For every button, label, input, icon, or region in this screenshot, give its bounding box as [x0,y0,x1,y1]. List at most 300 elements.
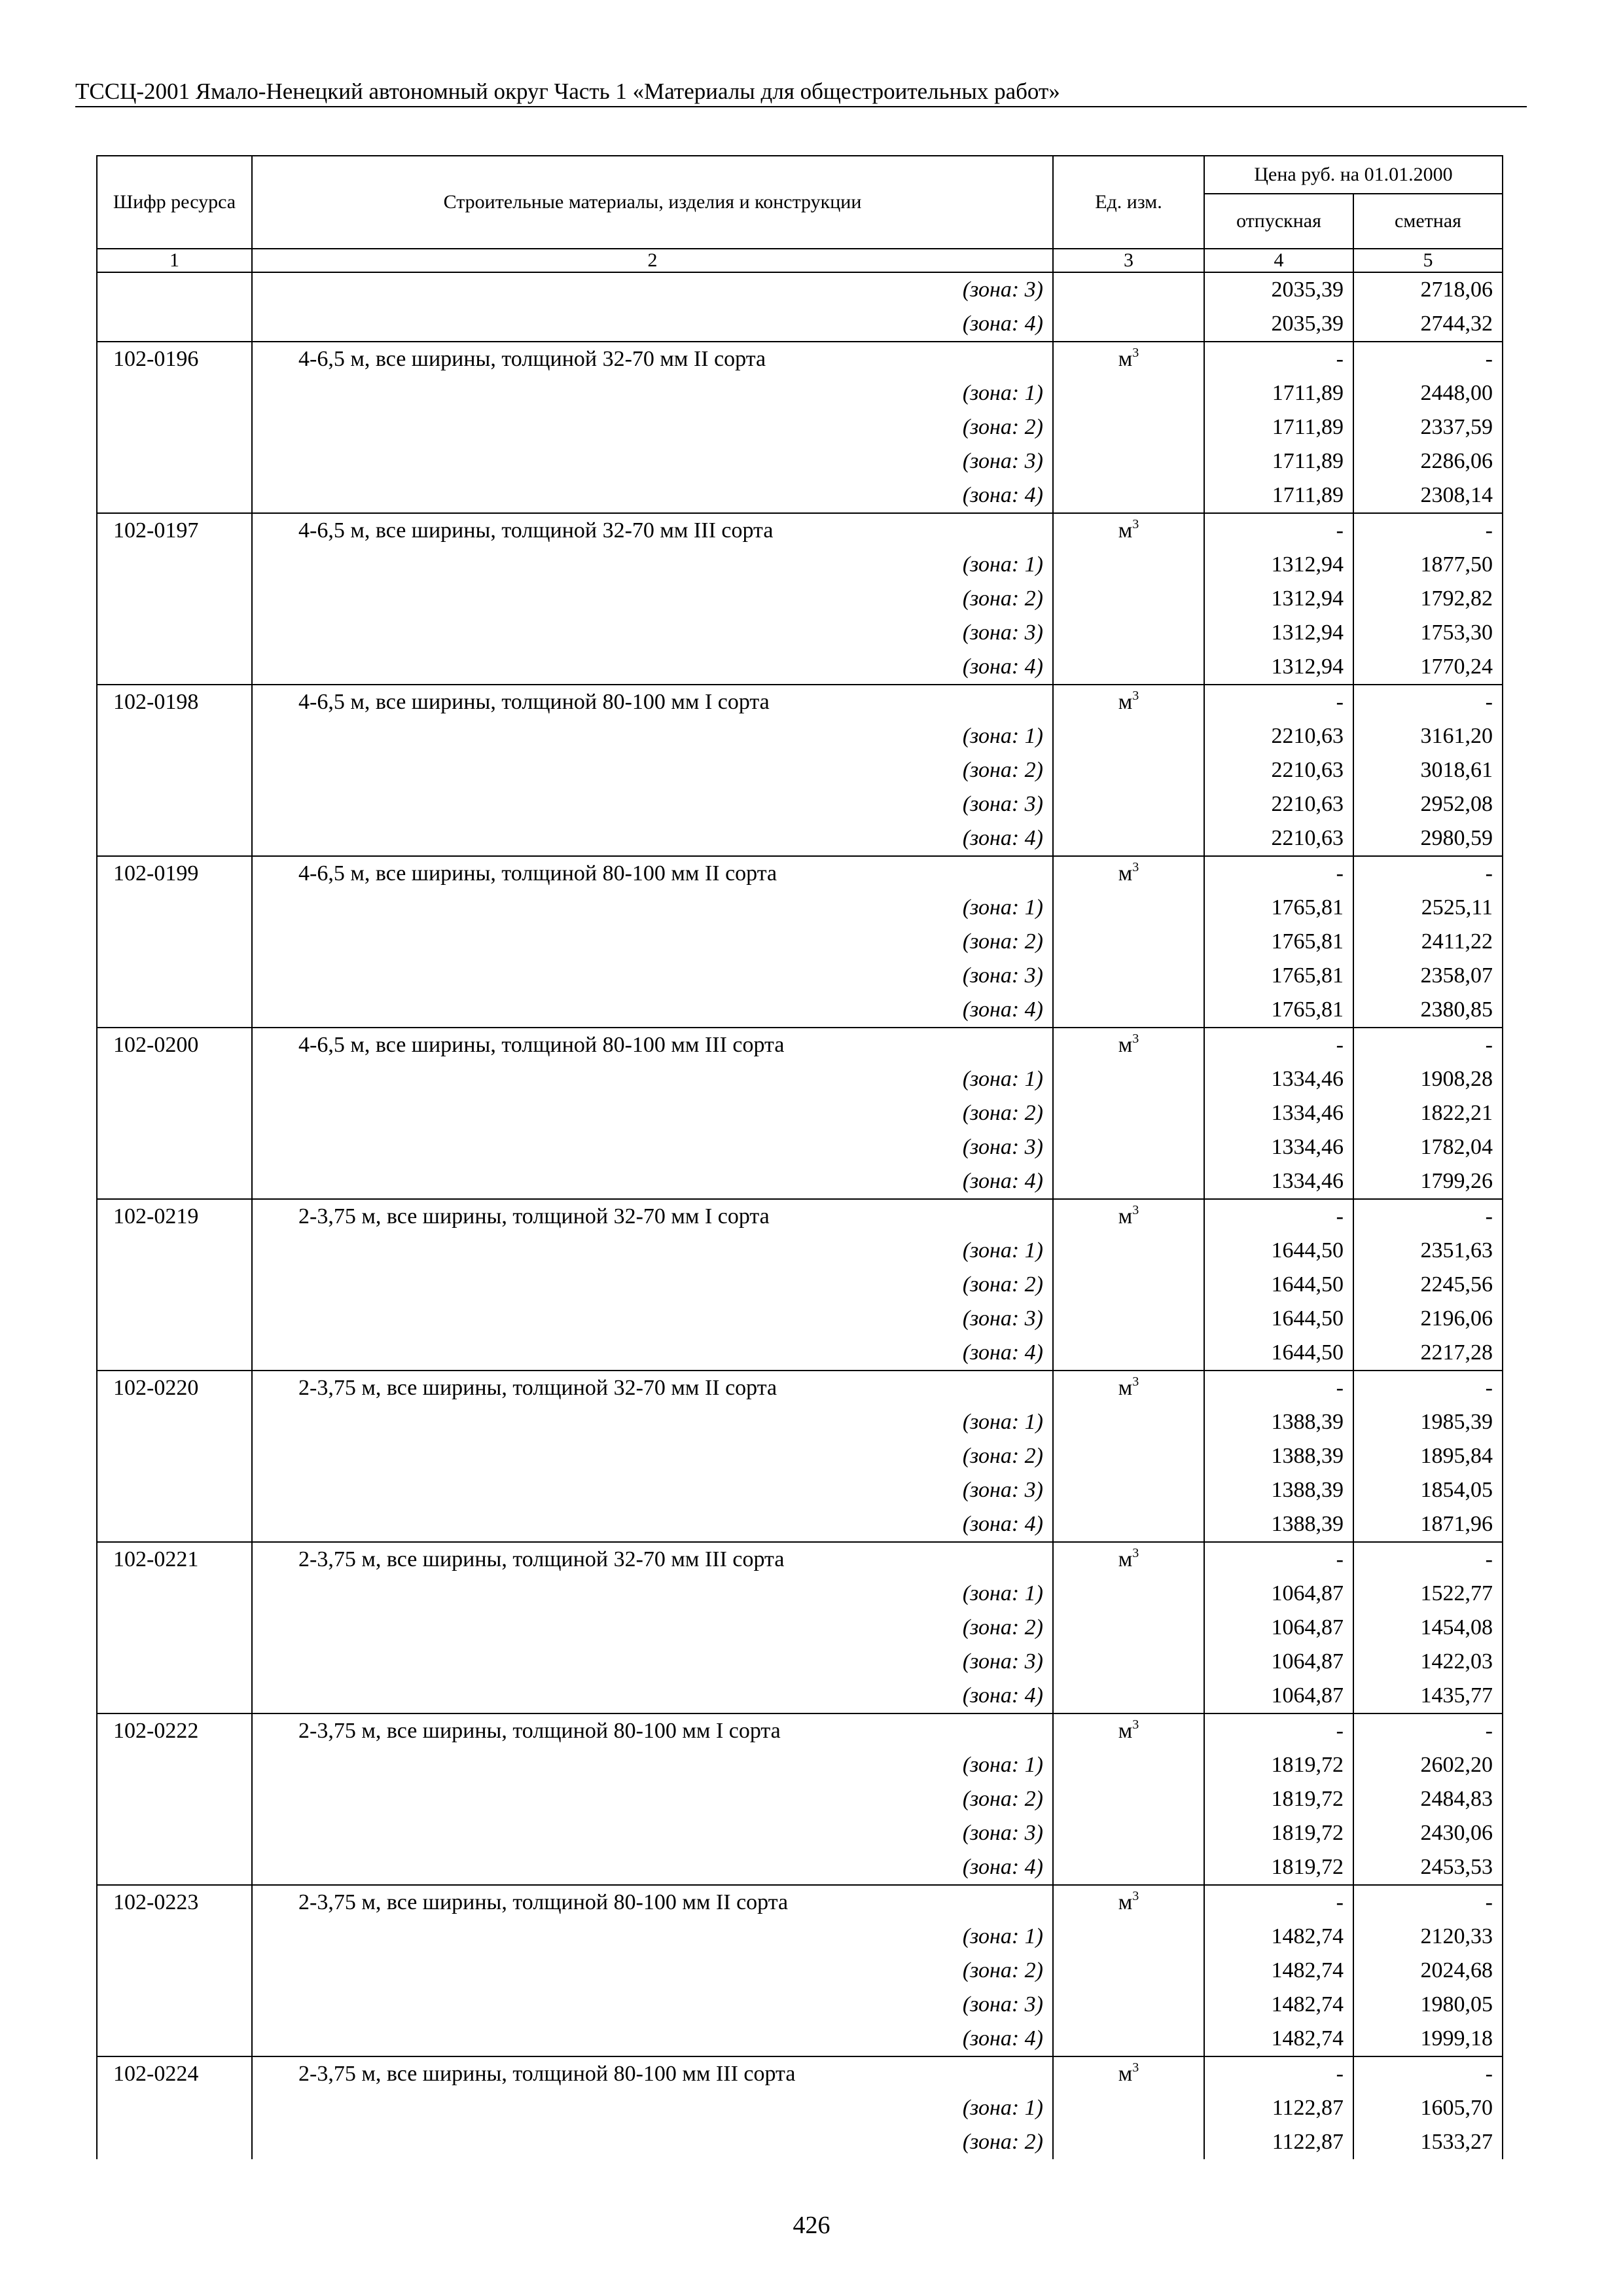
table-row [97,959,1503,993]
unit-cell [1053,1885,1204,1920]
unit-cell [1053,1199,1204,1234]
zone-label: (зона: 2) [252,925,1053,959]
release-price: - [1204,1028,1353,1062]
estimate-price: 1533,27 [1353,2125,1503,2159]
resource-name: 4-6,5 м, все ширины, толщиной 32-70 мм II сорта [252,342,1053,376]
zone-label: (зона: 4) [252,307,1053,342]
estimate-price: 3018,61 [1353,753,1503,787]
unit-cell [1053,272,1204,307]
release-price: 1312,94 [1204,548,1353,582]
estimate-price: - [1353,685,1503,719]
zone-label: (зона: 3) [252,1473,1053,1507]
zone-label: (зона: 1) [252,1577,1053,1611]
resource-code-cell [97,650,252,685]
unit-cell [1053,1507,1204,1542]
table-row [97,444,1503,478]
column-header-price: Цена руб. на 01.01.2000 [1204,156,1503,194]
unit-exponent: 3 [1132,689,1139,703]
table-row [97,1645,1503,1679]
table-row [97,1336,1503,1371]
resource-code-cell [97,1507,252,1542]
estimate-price: 2453,53 [1353,1850,1503,1885]
estimate-price: 2217,28 [1353,1336,1503,1371]
resource-code-cell [97,1164,252,1199]
resource-group [97,2056,1503,2159]
release-price: 2210,63 [1204,787,1353,821]
resource-name: 2-3,75 м, все ширины, толщиной 80-100 мм II сорта [252,1885,1053,1920]
table-row [97,1507,1503,1542]
estimate-price: - [1353,1885,1503,1920]
table-row [97,719,1503,753]
zone-label: (зона: 3) [252,444,1053,478]
resource-code: 102-0221 [97,1542,252,1577]
estimate-price: 2448,00 [1353,376,1503,410]
unit-cell [1053,1302,1204,1336]
table-row [97,2056,1503,2091]
resource-code-cell [97,753,252,787]
table-row [97,513,1503,548]
unit-cell [1053,1336,1204,1371]
price-table [96,155,1503,2159]
unit-cell [1053,1850,1204,1885]
resource-name: 4-6,5 м, все ширины, толщиной 80-100 мм II сорта [252,856,1053,891]
table-row [97,1748,1503,1782]
resource-code-cell [97,787,252,821]
table-row [97,2022,1503,2056]
estimate-price: 1605,70 [1353,2091,1503,2125]
resource-group [97,1885,1503,2056]
unit-cell [1053,1234,1204,1268]
table-row [97,616,1503,650]
estimate-price: 2980,59 [1353,821,1503,856]
column-header-release-price: отпускная [1204,194,1353,249]
release-price: 1388,39 [1204,1507,1353,1542]
resource-code-cell [97,582,252,616]
resource-code: 102-0222 [97,1713,252,1748]
release-price: - [1204,856,1353,891]
resource-code: 102-0198 [97,685,252,719]
zone-label: (зона: 4) [252,2022,1053,2056]
release-price: 1064,87 [1204,1577,1353,1611]
estimate-price: - [1353,1713,1503,1748]
resource-code-cell [97,616,252,650]
unit-label: м [1118,1033,1133,1057]
resource-code-cell [97,821,252,856]
release-price: 1644,50 [1204,1302,1353,1336]
resource-code-cell [97,1988,252,2022]
table-row [97,1371,1503,1405]
unit-label: м [1118,861,1133,886]
column-header-estimate-price: сметная [1353,194,1503,249]
unit-label: м [1118,690,1133,714]
unit-cell [1053,856,1204,891]
table-row [97,1988,1503,2022]
resource-group [97,685,1503,856]
unit-cell [1053,1782,1204,1816]
unit-cell [1053,1816,1204,1850]
table-row [97,410,1503,444]
zone-label: (зона: 1) [252,1234,1053,1268]
unit-cell [1053,2056,1204,2091]
release-price: 1312,94 [1204,582,1353,616]
resource-code: 102-0200 [97,1028,252,1062]
release-price: 1765,81 [1204,925,1353,959]
column-number: 1 [97,249,252,272]
table-row [97,856,1503,891]
continuation-group [97,272,1503,342]
unit-cell [1053,1164,1204,1199]
resource-name: 2-3,75 м, все ширины, толщиной 32-70 мм II сорта [252,1371,1053,1405]
table-row [97,1679,1503,1713]
release-price: 1644,50 [1204,1234,1353,1268]
resource-code-cell [97,2022,252,2056]
unit-cell [1053,1096,1204,1130]
resource-group [97,1371,1503,1542]
resource-code: 102-0199 [97,856,252,891]
release-price: 1388,39 [1204,1405,1353,1439]
unit-cell [1053,925,1204,959]
unit-cell [1053,1748,1204,1782]
table-row [97,925,1503,959]
resource-code-cell [97,1096,252,1130]
table-row [97,1268,1503,1302]
estimate-price: 2308,14 [1353,478,1503,513]
estimate-price: 1877,50 [1353,548,1503,582]
zone-label: (зона: 4) [252,821,1053,856]
unit-cell [1053,1920,1204,1954]
column-number: 2 [252,249,1053,272]
estimate-price: - [1353,856,1503,891]
release-price: 1122,87 [1204,2091,1353,2125]
unit-cell [1053,1062,1204,1096]
table-row [97,1130,1503,1164]
release-price: 1711,89 [1204,410,1353,444]
unit-cell [1053,444,1204,478]
zone-label: (зона: 2) [252,1611,1053,1645]
release-price: 1064,87 [1204,1679,1353,1713]
release-price: 1711,89 [1204,478,1353,513]
column-header-code: Шифр ресурса [97,156,252,249]
table-row [97,307,1503,342]
resource-code: 102-0220 [97,1371,252,1405]
resource-code-cell [97,1679,252,1713]
zone-label: (зона: 1) [252,1405,1053,1439]
estimate-price: - [1353,1542,1503,1577]
table-row [97,1096,1503,1130]
estimate-price: 1792,82 [1353,582,1503,616]
estimate-price: 1985,39 [1353,1405,1503,1439]
unit-label: м [1118,1547,1133,1571]
release-price: - [1204,1713,1353,1748]
zone-label: (зона: 2) [252,1954,1053,1988]
table-row [97,993,1503,1028]
zone-label: (зона: 3) [252,616,1053,650]
estimate-price: 1871,96 [1353,1507,1503,1542]
unit-cell [1053,2125,1204,2159]
table-row [97,1920,1503,1954]
zone-label: (зона: 3) [252,1130,1053,1164]
unit-cell [1053,376,1204,410]
unit-cell [1053,1371,1204,1405]
release-price: 1482,74 [1204,1920,1353,1954]
zone-label: (зона: 2) [252,1268,1053,1302]
release-price: 1819,72 [1204,1850,1353,1885]
estimate-price: 2351,63 [1353,1234,1503,1268]
zone-label: (зона: 4) [252,1336,1053,1371]
estimate-price: - [1353,1371,1503,1405]
table-row [97,1782,1503,1816]
unit-exponent: 3 [1132,1717,1139,1732]
resource-name: 4-6,5 м, все ширины, толщиной 80-100 мм III сорта [252,1028,1053,1062]
estimate-price: 2952,08 [1353,787,1503,821]
unit-cell [1053,582,1204,616]
resource-code-cell [97,1405,252,1439]
unit-cell [1053,1713,1204,1748]
zone-label: (зона: 1) [252,1062,1053,1096]
unit-cell [1053,1028,1204,1062]
column-header-name: Строительные материалы, изделия и конструкции [252,156,1053,249]
table-row [97,787,1503,821]
resource-code-cell [97,1130,252,1164]
resource-code-cell [97,1302,252,1336]
resource-code-cell [97,2091,252,2125]
release-price: - [1204,2056,1353,2091]
zone-label: (зона: 3) [252,787,1053,821]
table-row [97,1302,1503,1336]
resource-code: 102-0223 [97,1885,252,1920]
estimate-price: 2744,32 [1353,307,1503,342]
release-price: - [1204,1542,1353,1577]
resource-group [97,1199,1503,1371]
release-price: 1312,94 [1204,650,1353,685]
unit-exponent: 3 [1132,1203,1139,1217]
table-row [97,1816,1503,1850]
estimate-price: 1980,05 [1353,1988,1503,2022]
zone-label: (зона: 1) [252,548,1053,582]
resource-code-cell [97,1748,252,1782]
resource-code-cell [97,1611,252,1645]
resource-group [97,1542,1503,1713]
resource-code-cell [97,548,252,582]
resource-code-cell [97,444,252,478]
table-row [97,2125,1503,2159]
zone-label: (зона: 3) [252,1302,1053,1336]
resource-code-cell [97,993,252,1028]
zone-label: (зона: 1) [252,891,1053,925]
resource-code-cell [97,410,252,444]
zone-label: (зона: 2) [252,753,1053,787]
estimate-price: 2358,07 [1353,959,1503,993]
resource-code-cell [97,1439,252,1473]
table-row [97,1164,1503,1199]
resource-code-cell [97,719,252,753]
resource-name: 2-3,75 м, все ширины, толщиной 32-70 мм I сорта [252,1199,1053,1234]
release-price: 1312,94 [1204,616,1353,650]
table-row [97,1542,1503,1577]
release-price: 1644,50 [1204,1336,1353,1371]
release-price: - [1204,1885,1353,1920]
table-row [97,272,1503,307]
zone-label: (зона: 1) [252,376,1053,410]
resource-code-cell [97,1577,252,1611]
unit-cell [1053,959,1204,993]
unit-cell [1053,1130,1204,1164]
estimate-price: - [1353,1199,1503,1234]
resource-code: 102-0196 [97,342,252,376]
resource-code-cell [97,1645,252,1679]
release-price: 1765,81 [1204,993,1353,1028]
unit-cell [1053,410,1204,444]
estimate-price: 3161,20 [1353,719,1503,753]
table-head [97,156,1503,272]
zone-label: (зона: 3) [252,1988,1053,2022]
release-price: - [1204,1199,1353,1234]
zone-label: (зона: 2) [252,1096,1053,1130]
table-row [97,650,1503,685]
unit-exponent: 3 [1132,860,1139,874]
estimate-price: 1435,77 [1353,1679,1503,1713]
resource-group [97,1713,1503,1885]
resource-code-cell [97,1234,252,1268]
release-price: - [1204,513,1353,548]
estimate-price: 1854,05 [1353,1473,1503,1507]
estimate-price: - [1353,2056,1503,2091]
zone-label: (зона: 1) [252,719,1053,753]
unit-cell [1053,719,1204,753]
zone-label: (зона: 4) [252,650,1053,685]
resource-code-cell [97,1850,252,1885]
column-number: 3 [1053,249,1204,272]
unit-cell [1053,2022,1204,2056]
unit-cell [1053,821,1204,856]
unit-cell [1053,1645,1204,1679]
release-price: - [1204,1371,1353,1405]
release-price: 1644,50 [1204,1268,1353,1302]
resource-name: 2-3,75 м, все ширины, толщиной 80-100 мм III сорта [252,2056,1053,2091]
table-row [97,1199,1503,1234]
unit-label: м [1118,1719,1133,1743]
release-price: 2210,63 [1204,719,1353,753]
table-row [97,1954,1503,1988]
table-row [97,891,1503,925]
estimate-price: 2484,83 [1353,1782,1503,1816]
estimate-price: 1753,30 [1353,616,1503,650]
estimate-price: 2245,56 [1353,1268,1503,1302]
release-price: 1388,39 [1204,1439,1353,1473]
unit-label: м [1118,1204,1133,1229]
unit-label: м [1118,1890,1133,1914]
estimate-price: - [1353,513,1503,548]
table-row [97,1234,1503,1268]
unit-cell [1053,685,1204,719]
zone-label: (зона: 3) [252,1816,1053,1850]
table-row [97,1713,1503,1748]
resource-code-cell [97,1062,252,1096]
table-row [97,1473,1503,1507]
table-row [97,1850,1503,1885]
release-price: 1334,46 [1204,1164,1353,1199]
unit-cell [1053,1405,1204,1439]
release-price: 2210,63 [1204,753,1353,787]
release-price: 1122,87 [1204,2125,1353,2159]
estimate-price: 1822,21 [1353,1096,1503,1130]
zone-label: (зона: 2) [252,1439,1053,1473]
unit-cell [1053,513,1204,548]
resource-group [97,342,1503,513]
zone-label: (зона: 2) [252,410,1053,444]
table-row [97,1062,1503,1096]
unit-exponent: 3 [1132,1374,1139,1389]
release-price: 1711,89 [1204,444,1353,478]
document-header-title: ТССЦ-2001 Ямало-Ненецкий автономный округ Часть 1 «Материалы для общестроительных работ» [75,79,1060,104]
table-row [97,376,1503,410]
release-price: 1482,74 [1204,1988,1353,2022]
release-price: 1765,81 [1204,891,1353,925]
zone-label: (зона: 2) [252,1782,1053,1816]
unit-exponent: 3 [1132,1031,1139,1046]
unit-cell [1053,993,1204,1028]
release-price: 2035,39 [1204,272,1353,307]
table-row [97,1028,1503,1062]
zone-label: (зона: 3) [252,1645,1053,1679]
resource-code-cell [97,891,252,925]
unit-cell [1053,787,1204,821]
estimate-price: 2411,22 [1353,925,1503,959]
resource-code-cell [97,307,252,342]
zone-label: (зона: 1) [252,1920,1053,1954]
unit-cell [1053,616,1204,650]
unit-cell [1053,753,1204,787]
resource-code-cell [97,1816,252,1850]
zone-label: (зона: 1) [252,2091,1053,2125]
estimate-price: 2430,06 [1353,1816,1503,1850]
table-row [97,1577,1503,1611]
release-price: - [1204,342,1353,376]
column-header-unit: Ед. изм. [1053,156,1204,249]
zone-label: (зона: 4) [252,1164,1053,1199]
estimate-price: - [1353,1028,1503,1062]
resource-code-cell [97,272,252,307]
resource-code-cell [97,478,252,513]
estimate-price: 2024,68 [1353,1954,1503,1988]
resource-code-cell [97,1782,252,1816]
unit-exponent: 3 [1132,517,1139,531]
estimate-price: 1799,26 [1353,1164,1503,1199]
resource-code: 102-0197 [97,513,252,548]
estimate-price: 1422,03 [1353,1645,1503,1679]
unit-cell [1053,650,1204,685]
release-price: 1482,74 [1204,1954,1353,1988]
resource-name: 2-3,75 м, все ширины, толщиной 80-100 мм I сорта [252,1713,1053,1748]
zone-label: (зона: 2) [252,582,1053,616]
resource-code: 102-0224 [97,2056,252,2091]
unit-cell [1053,342,1204,376]
estimate-price: 2120,33 [1353,1920,1503,1954]
unit-cell [1053,2091,1204,2125]
unit-exponent: 3 [1132,1546,1139,1560]
zone-label: (зона: 4) [252,478,1053,513]
zone-label: (зона: 1) [252,1748,1053,1782]
estimate-price: 2196,06 [1353,1302,1503,1336]
estimate-price: 1454,08 [1353,1611,1503,1645]
unit-cell [1053,307,1204,342]
unit-cell [1053,1954,1204,1988]
resource-name: 4-6,5 м, все ширины, толщиной 80-100 мм I сорта [252,685,1053,719]
release-price: 1765,81 [1204,959,1353,993]
release-price: 1711,89 [1204,376,1353,410]
header-rule [75,106,1527,107]
resource-group [97,1028,1503,1199]
